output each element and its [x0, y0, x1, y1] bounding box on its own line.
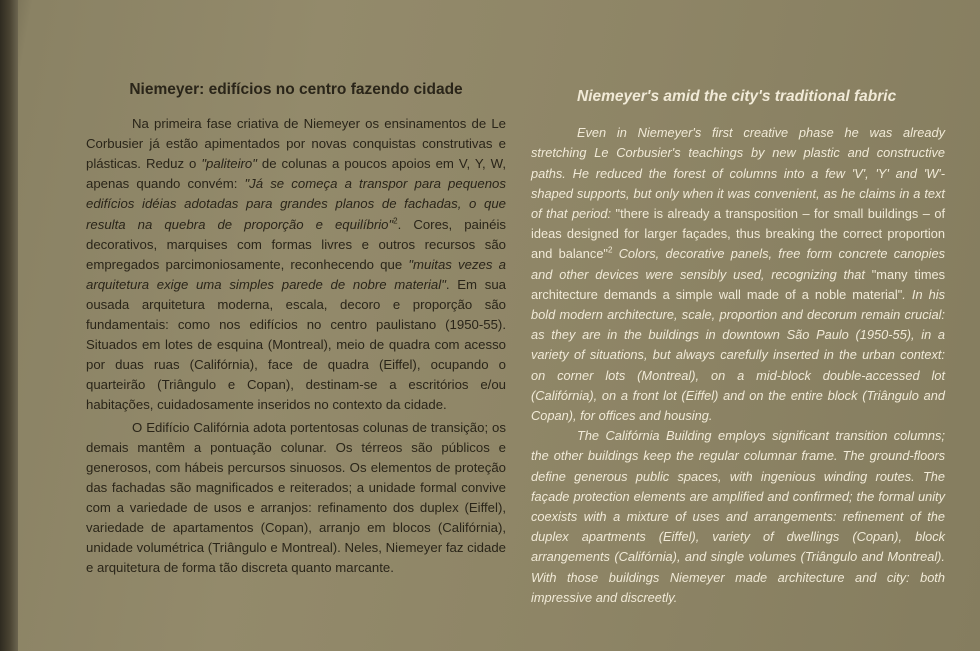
footnote-ref: 2 — [393, 216, 398, 226]
english-paragraph-1 — [531, 123, 945, 426]
portuguese-title: Niemeyer: edifícios no centro fazendo cidade — [129, 81, 463, 98]
portuguese-paragraph-2: O Edifício Califórnia adota portentosas colunas de transição; os demais mantêm a pontuação colunar. Os térreos são públicos e generosos, com hábeis percursos sinuosos. Os elementos de proteção das fachadas são magnificados e reiterados; a unidade formal convive com a variedade de usos e arranjos: refinamento dos duplex (Eiffel), variedade de apartamentos (Copan), arranjo em blocos (Califórnia), unidade volumétrica (Triângulo e Montreal). Neles, Niemeyer faz cidade e arquitetura de forma tão discreta quanto marcante. — [86, 419, 506, 576]
quotation: "Já se começa a transpor para pequenos edifícios idéias adotadas para grandes planos de fachadas, o que resulta na quebra de proporção e equilíbrio" — [86, 176, 506, 232]
portuguese-paragraph-1 — [86, 114, 506, 415]
footnote-ref: 2 — [607, 246, 613, 256]
english-column — [531, 87, 945, 608]
book-binding-shadow — [0, 0, 18, 651]
quotation: "muitas vezes a arquitetura exige uma simples parede de nobre material" — [86, 256, 506, 292]
quoted-term: "paliteiro" — [201, 156, 257, 172]
text-run: . Em sua ousada arquitetura moderna, escala, decoro e proporção são fundamentais: como nos edifícios no centro paulistano (1950-55). Situados em lotes de esquina (Montreal), meio de quadra com acesso por duas ruas (Califórnia), face de quadra (Eiffel), ocupando o quarteirão (Triângulo e Copan), destinam-se a escritórios e/ou habitações, cuidadosamente inseridos no contexto da cidade. — [86, 276, 506, 413]
english-paragraph-2: The Califórnia Building employs significant transition columns; the other buildings keep the regular columnar frame. The ground-floors define generous public spaces, with ingenious winding routes. The façade protection elements are amplified and confirmed; the formal unity coexists with a mixture of uses and arrangements: refinement of the duplex apartments (Eiffel), variety of dwellings (Copan), block arrangements (Califórnia), and single volumes (Triângulo and Montreal). With those buildings Niemeyer made architecture and city: both impressive and discreetly. — [531, 428, 945, 605]
text-run: Colors, decorative panels, free form concrete canopies and other devices were sensibly used, recognizing that — [531, 246, 945, 282]
text-run: Even in Niemeyer's first creative phase he was already stretching Le Corbusier's teachings by new plastic and constructive paths. He reduced the forest of columns into a few 'V', 'Y' and 'W'-shaped supports, but only when it was convenient, as he claims in a text of that period: — [531, 125, 945, 222]
text-run: Na primeira fase criativa de Niemeyer os ensinamentos de Le Corbusier já estão apimentados por novas conquistas construtivas e plásticas. Reduz o — [86, 116, 506, 172]
text-run: . Cores, painéis decorativos, marquises com formas livres e outros recursos são empregados parcimoniosamente, reconhecendo que — [86, 216, 506, 272]
portuguese-column — [86, 80, 506, 578]
text-run: . In his bold modern architecture, scale, proportion and decorum remain crucial: as they are in the buildings in downtown São Paulo (1950-55), in a variety of situations, but always carefully inserted in the urban context: on corner lots (Montreal), on a mid-block double-accessed lot (Califórnia), on a front lot (Eiffel) and on the entire block (Triângulo and Copan), for offices and housing. — [531, 286, 945, 424]
english-title: Niemeyer's amid the city's traditional fabric — [577, 88, 897, 105]
quotation: "there is already a transposition – for small buildings – of ideas designed for larger façades, thus breaking the correct proportion and balance" — [531, 206, 945, 262]
quotation: "many times architecture demands a simple wall made of a noble material" — [531, 266, 946, 302]
text-run: de colunas a poucos apoios em V, Y, W, apenas quando convém: — [86, 156, 506, 192]
